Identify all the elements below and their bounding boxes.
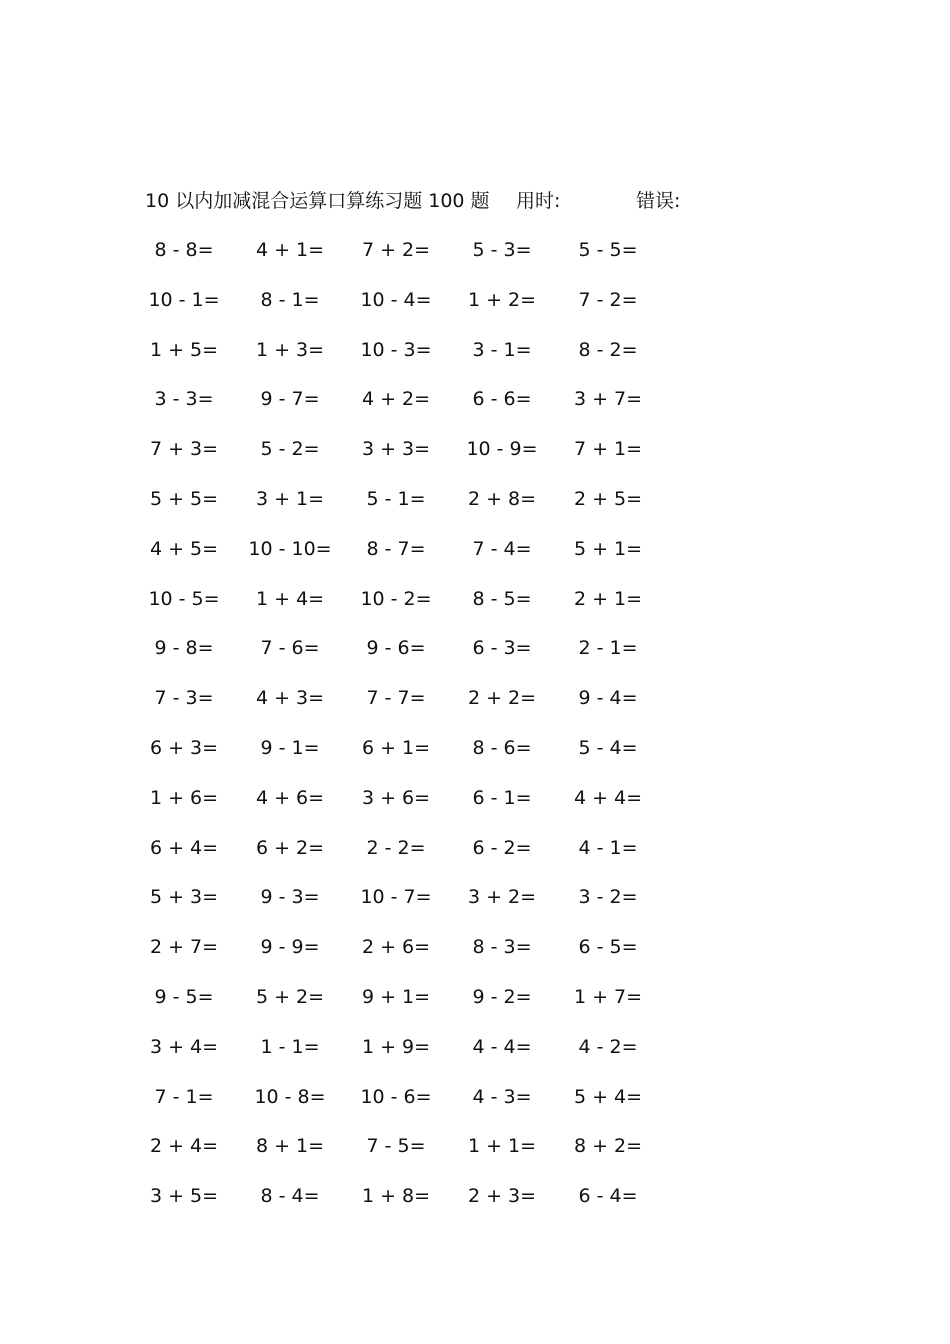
problem-item: 8 - 8= [154, 239, 214, 261]
problem-item: 5 - 5= [578, 239, 638, 261]
problem-item: 3 + 7= [573, 388, 643, 411]
problem-item: 5 + 2= [255, 986, 325, 1008]
problem-item: 2 + 2= [467, 687, 537, 710]
problem-item: 4 - 4= [472, 1035, 532, 1058]
problem-item: 5 + 5= [149, 488, 219, 510]
problem-item: 8 - 7= [366, 537, 426, 560]
problem-item: 9 - 1= [260, 737, 320, 759]
problem-item: 4 + 4= [573, 786, 643, 809]
problem-item: 1 + 6= [149, 786, 219, 809]
problem-item: 4 - 2= [578, 1035, 638, 1058]
problem-item: 5 - 3= [472, 239, 532, 261]
problem-item: 10 - 6= [360, 1085, 432, 1108]
problem-item: 8 - 2= [578, 338, 638, 361]
problem-item: 7 - 6= [260, 637, 320, 660]
problem-item: 8 - 1= [260, 288, 320, 311]
problem-item: 6 - 1= [472, 786, 532, 809]
problem-item: 3 + 2= [467, 886, 537, 909]
problem-item: 2 + 3= [467, 1185, 537, 1208]
problem-item: 2 + 8= [467, 488, 537, 510]
problem-item: 10 - 10= [248, 537, 332, 560]
problem-item: 9 - 3= [260, 886, 320, 909]
problem-item: 7 - 4= [472, 537, 532, 560]
problem-item: 10 - 8= [254, 1085, 326, 1108]
problem-grid [0, 235, 950, 1225]
problem-item: 10 - 7= [360, 886, 432, 909]
problem-item: 9 - 4= [578, 687, 638, 710]
problem-item: 5 + 4= [573, 1085, 643, 1108]
problem-item: 3 + 6= [361, 786, 431, 809]
problem-item: 1 + 8= [361, 1185, 431, 1208]
problem-item: 6 - 5= [578, 936, 638, 959]
problem-item: 8 + 1= [255, 1135, 325, 1158]
problem-item: 3 - 1= [472, 338, 532, 361]
problem-item: 7 + 1= [573, 438, 643, 461]
problem-item: 3 + 1= [255, 488, 325, 510]
problem-item: 3 - 3= [154, 388, 214, 411]
problem-item: 10 - 3= [360, 338, 432, 361]
problem-item: 7 - 7= [366, 687, 426, 710]
problem-item: 8 - 6= [472, 737, 532, 759]
problem-item: 3 + 4= [149, 1035, 219, 1058]
problem-item: 1 + 1= [467, 1135, 537, 1158]
problem-item: 8 - 4= [260, 1185, 320, 1208]
problem-item: 2 + 7= [149, 936, 219, 959]
problem-item: 6 + 3= [149, 737, 219, 759]
problem-item: 7 - 3= [154, 687, 214, 710]
problem-item: 8 - 3= [472, 936, 532, 959]
problem-item: 8 - 5= [472, 587, 532, 610]
problem-item: 9 - 7= [260, 388, 320, 411]
worksheet-title: 10 以内加减混合运算口算练习题 100 题 [145, 190, 490, 212]
problem-item: 9 - 5= [154, 986, 214, 1008]
problem-item: 6 + 1= [361, 737, 431, 759]
problem-item: 9 + 1= [361, 986, 431, 1008]
problem-item: 4 + 3= [255, 687, 325, 710]
problem-item: 1 + 2= [467, 288, 537, 311]
problem-item: 7 - 5= [366, 1135, 426, 1158]
problem-item: 6 - 4= [578, 1185, 638, 1208]
problem-item: 10 - 1= [148, 288, 220, 311]
problem-item: 1 + 5= [149, 338, 219, 361]
problem-item: 9 - 8= [154, 637, 214, 660]
problem-item: 10 - 4= [360, 288, 432, 311]
problem-item: 9 - 2= [472, 986, 532, 1008]
problem-item: 6 - 6= [472, 388, 532, 411]
problem-item: 4 - 3= [472, 1085, 532, 1108]
problem-item: 1 + 7= [573, 986, 643, 1008]
problem-item: 10 - 9= [466, 438, 538, 461]
problem-item: 2 + 5= [573, 488, 643, 510]
problem-item: 7 + 3= [149, 438, 219, 461]
problem-item: 2 + 4= [149, 1135, 219, 1158]
problem-item: 5 + 3= [149, 886, 219, 909]
problem-item: 7 - 2= [578, 288, 638, 311]
time-label: 用时: [516, 190, 561, 212]
problem-item: 5 + 1= [573, 537, 643, 560]
problem-item: 5 - 2= [260, 438, 320, 461]
problem-item: 4 + 5= [149, 537, 219, 560]
worksheet-header [0, 187, 950, 215]
problem-item: 2 + 6= [361, 936, 431, 959]
problem-item: 2 - 2= [366, 836, 426, 859]
problem-item: 5 - 4= [578, 737, 638, 759]
problem-item: 4 + 6= [255, 786, 325, 809]
problem-item: 3 + 3= [361, 438, 431, 461]
problem-item: 1 + 4= [255, 587, 325, 610]
problem-item: 1 - 1= [260, 1035, 320, 1058]
problem-item: 7 - 1= [154, 1085, 214, 1108]
problem-item: 9 - 9= [260, 936, 320, 959]
problem-item: 6 + 2= [255, 836, 325, 859]
problem-item: 2 + 1= [573, 587, 643, 610]
problem-item: 10 - 2= [360, 587, 432, 610]
problem-item: 1 + 9= [361, 1035, 431, 1058]
problem-item: 6 - 2= [472, 836, 532, 859]
problem-item: 4 - 1= [578, 836, 638, 859]
problem-item: 9 - 6= [366, 637, 426, 660]
errors-label: 错误: [636, 190, 681, 212]
problem-item: 5 - 1= [366, 488, 426, 510]
problem-item: 10 - 5= [148, 587, 220, 610]
problem-item: 3 - 2= [578, 886, 638, 909]
problem-item: 2 - 1= [578, 637, 638, 660]
problem-item: 6 - 3= [472, 637, 532, 660]
problem-item: 6 + 4= [149, 836, 219, 859]
problem-item: 3 + 5= [149, 1185, 219, 1208]
problem-item: 8 + 2= [573, 1135, 643, 1158]
problem-item: 7 + 2= [361, 239, 431, 261]
problem-item: 4 + 1= [255, 239, 325, 261]
problem-item: 4 + 2= [361, 388, 431, 411]
problem-item: 1 + 3= [255, 338, 325, 361]
